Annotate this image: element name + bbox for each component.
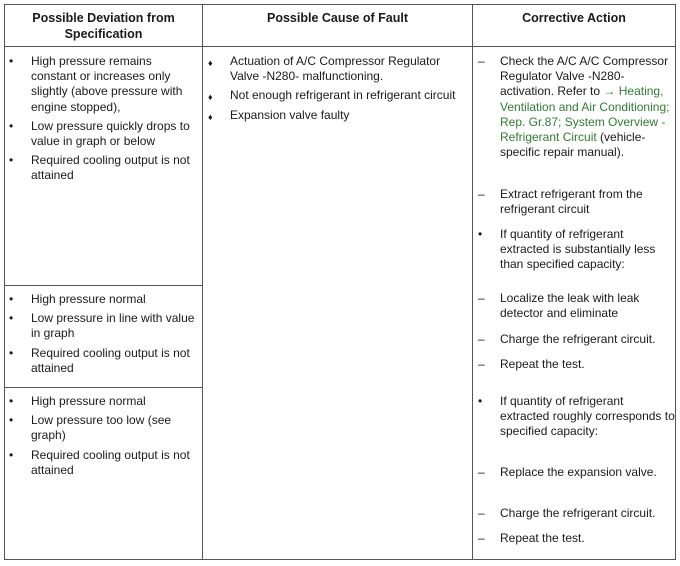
bullet-marker: • xyxy=(478,227,483,241)
list-item: ♦ Expansion valve faulty xyxy=(204,108,470,123)
list-item: • Low pressure in line with value in graph xyxy=(9,311,195,341)
header-divider xyxy=(5,46,675,47)
bullet-marker: • xyxy=(9,413,14,428)
list-item: • Required cooling output is not attained xyxy=(9,345,190,375)
dash-marker: – xyxy=(478,54,485,68)
dash-marker: – xyxy=(478,465,485,479)
bullet-marker: • xyxy=(9,447,14,462)
dash-marker: – xyxy=(478,357,485,371)
list-item: – Replace the expansion valve. xyxy=(478,465,657,479)
dash-marker: – xyxy=(478,531,485,545)
bullet-marker: • xyxy=(9,153,14,168)
header-deviation: Possible Deviation from Specification xyxy=(32,11,175,41)
action-cell xyxy=(474,54,676,554)
list-item: – Charge the refrigerant circuit. xyxy=(478,506,656,520)
list-item: • High pressure normal xyxy=(9,292,146,306)
bullet-marker: • xyxy=(9,345,14,360)
list-item: – Extract refrigerant from the refrigerant circuit xyxy=(478,187,643,217)
list-item: – Charge the refrigerant circuit. xyxy=(478,332,656,346)
diamond-marker: ♦ xyxy=(208,92,213,103)
diamond-marker: ♦ xyxy=(208,58,213,68)
row-divider xyxy=(5,285,202,286)
list-item: – Repeat the test. xyxy=(478,357,585,371)
deviation-row-3 xyxy=(5,394,199,482)
list-item: • Required cooling output is not attained xyxy=(9,153,190,183)
deviation-row-1 xyxy=(5,54,199,188)
column-divider xyxy=(472,5,473,559)
bullet-marker: • xyxy=(9,394,14,408)
list-item: – Localize the leak with leak detector and eliminate xyxy=(478,291,640,321)
bullet-marker: • xyxy=(9,292,14,306)
bullet-marker: • xyxy=(9,311,14,326)
list-item: • Low pressure quickly drops to value in graph or below xyxy=(9,118,190,149)
fault-table xyxy=(4,4,676,560)
diamond-marker: ♦ xyxy=(208,111,213,122)
list-item: – Repeat the test. xyxy=(478,531,585,545)
list-item: • Low pressure too low (see graph) xyxy=(9,413,172,443)
list-item: ♦ Actuation of A/C Compressor Regulator Valve -N280- malfunctioning. xyxy=(208,54,441,84)
column-divider xyxy=(202,5,203,559)
header-action: Corrective Action xyxy=(522,11,626,25)
dash-marker: – xyxy=(478,332,485,346)
header-cause: Possible Cause of Fault xyxy=(266,11,408,25)
row-divider xyxy=(5,387,202,388)
list-item: • Required cooling output is not attained xyxy=(9,447,190,477)
list-item: • If quantity of refrigerant extracted is substantially less than specified capacity: xyxy=(478,227,656,272)
repair-manual-link[interactable]: → Heating, Ventilation and Air Conditioning; Rep. Gr.87; System Overview - Refrigerant Circuit xyxy=(500,84,670,145)
list-item: • High pressure normal xyxy=(9,394,146,408)
list-item: – Check the A/C A/C Compressor Regulator Valve -N280- activation. Refer to → Heating, Ventilation and Air Conditioning; Rep. Gr.87; System Overview - Refrigerant Circuit (vehicle-specific repair manual). xyxy=(478,54,670,160)
bullet-marker: • xyxy=(478,394,483,408)
dash-marker: – xyxy=(478,187,485,201)
bullet-marker: • xyxy=(9,54,14,68)
dash-marker: – xyxy=(478,291,485,305)
list-item: • If quantity of refrigerant extracted roughly corresponds to specified capacity: xyxy=(478,394,675,439)
dash-marker: – xyxy=(478,506,485,520)
bullet-marker: • xyxy=(9,118,14,133)
list-item: • High pressure remains constant or increases only slightly (above pressure with engine stopped), xyxy=(9,54,183,114)
deviation-row-2 xyxy=(5,292,199,380)
list-item: ♦ Not enough refrigerant in refrigerant circuit xyxy=(204,88,470,103)
cause-cell xyxy=(204,54,470,127)
